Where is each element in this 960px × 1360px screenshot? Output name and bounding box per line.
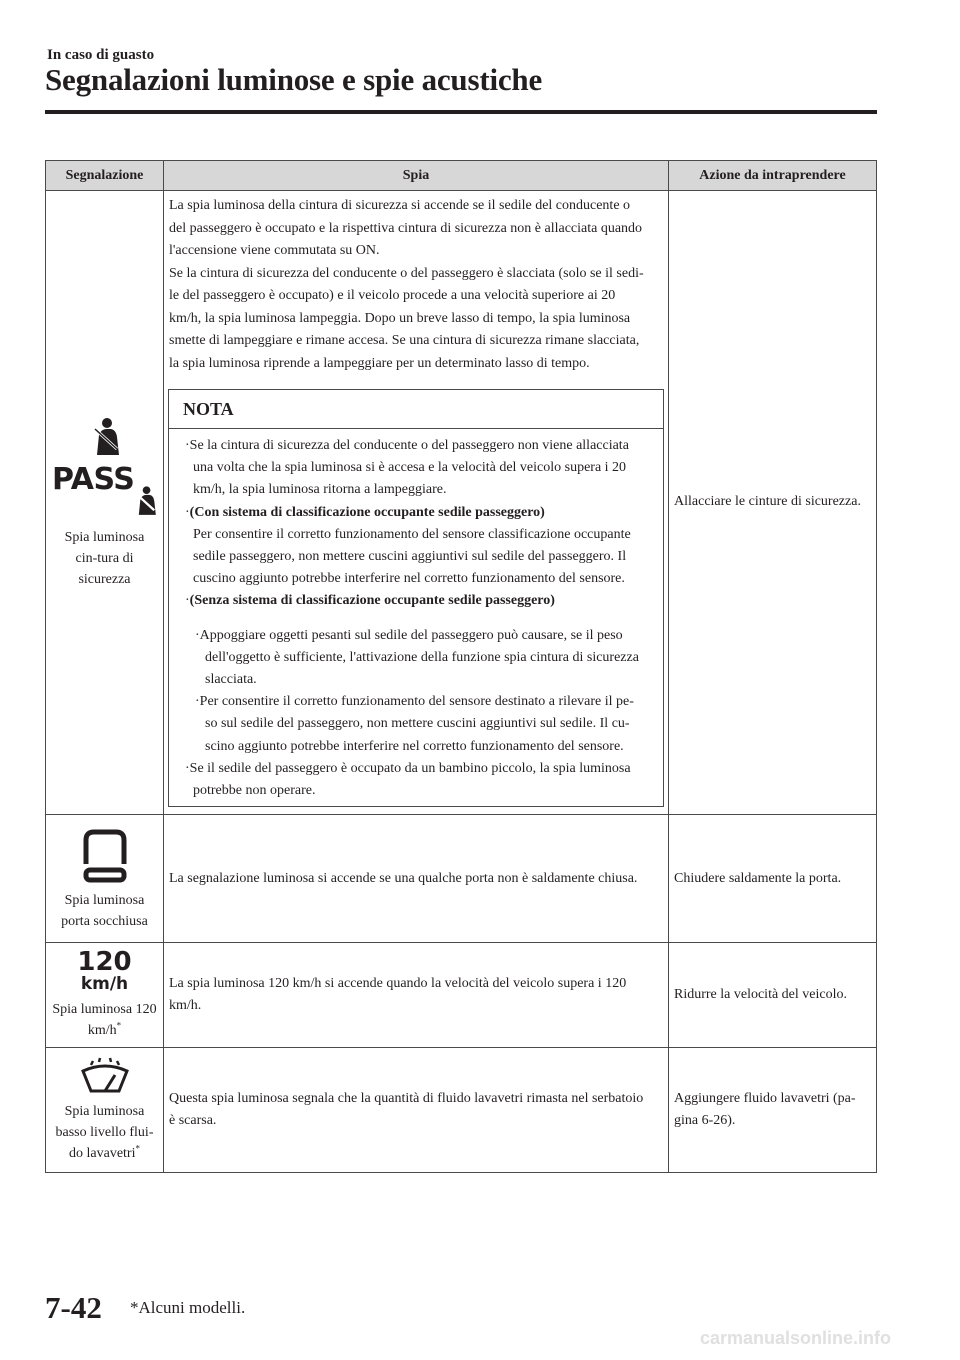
- spia-line: del passeggero è occupato e la rispettiva cintura di sicurezza non è allacciata quando: [169, 220, 643, 236]
- nota-line: potrebbe non operare.: [193, 783, 316, 799]
- nota-subbullet: ·Appoggiare oggetti pesanti sul sedile del passeggero può causare, se il peso: [195, 627, 623, 643]
- watermark: carmanualsonline.info: [700, 1328, 892, 1348]
- page-title: Segnalazioni luminose e spie acustiche: [45, 62, 543, 97]
- signal-label: Spia luminosa: [64, 1103, 145, 1119]
- door-ajar-icon: [76, 826, 134, 884]
- action-cell: Aggiungere fluido lavavetri (pa- gina 6-26).: [669, 1048, 877, 1173]
- action-cell: Ridurre la velocità del veicolo.: [669, 943, 877, 1048]
- spia-cell: [164, 191, 669, 815]
- footer-note: *Alcuni modelli.: [130, 1298, 246, 1317]
- page-number: 7-42: [45, 1290, 102, 1325]
- signal-cell: [46, 943, 164, 1048]
- pass-label: PASS: [52, 462, 135, 498]
- spia-line: le del passeggero è occupato) e il veicolo procede a una velocità superiore ai 20: [169, 288, 616, 303]
- signal-label: Spia luminosa: [64, 892, 145, 908]
- nota-body: [169, 429, 663, 806]
- nota-bullet: ·(Con sistema di classificazione occupante sedile passeggero): [185, 504, 545, 520]
- spia-cell: Questa spia luminosa segnala che la quantità di fluido lavavetri rimasta nel serbatoio è scarsa.: [164, 1048, 669, 1173]
- pass-seatbelt-icon: [128, 483, 162, 519]
- header-spia: Spia: [164, 161, 669, 191]
- header-segnalazione: Segnalazione: [46, 161, 164, 191]
- table-row: [46, 943, 877, 1048]
- spia-line: smette di lampeggiare e rimane accesa. Se una cintura di sicurezza rimane slacciata,: [169, 333, 640, 348]
- speed-120-icon: 120 km/h: [77, 947, 132, 995]
- signal-cell: [46, 1048, 164, 1173]
- signal-label: do lavavetri*: [69, 1143, 140, 1161]
- nota-line: una volta che la spia luminosa si è accesa e la velocità del veicolo supera i 20: [193, 460, 627, 476]
- warning-lights-table: [45, 160, 877, 1173]
- spia-line: La spia luminosa della cintura di sicurezza si accende se il sedile del conducente o: [169, 198, 631, 213]
- table-row: [46, 1048, 877, 1173]
- nota-box: [168, 389, 664, 807]
- action-cell: Allacciare le cinture di sicurezza.: [669, 191, 877, 815]
- signal-label: basso livello flui-: [55, 1124, 154, 1140]
- nota-title: NOTA: [169, 390, 663, 429]
- nota-line: km/h, la spia luminosa ritorna a lampeggiare.: [193, 482, 447, 498]
- table-row: [46, 815, 877, 943]
- header-azione: Azione da intraprendere: [669, 161, 877, 191]
- section-label: In caso di guasto: [47, 47, 155, 63]
- nota-line: Per consentire il corretto funzionamento del sensore classificazione occupante: [193, 526, 631, 542]
- spia-line: l'accensione viene commutata su ON.: [169, 243, 380, 258]
- signal-label: porta socchiusa: [61, 913, 148, 929]
- signal-cell: [46, 191, 164, 815]
- spia-line: Se la cintura di sicurezza del conducente o del passeggero è slacciata (solo se il sedi-: [169, 265, 644, 281]
- spia-cell: La segnalazione luminosa si accende se una qualche porta non è saldamente chiusa.: [164, 815, 669, 943]
- nota-line: dell'oggetto è sufficiente, l'attivazione della funzione spia cintura di sicurezza: [205, 649, 639, 665]
- nota-bullet: ·Se il sedile del passeggero è occupato da un bambino piccolo, la spia luminosa: [185, 760, 631, 776]
- nota-line: slacciata.: [205, 672, 257, 688]
- signal-label: Spia luminosa 120: [52, 1002, 157, 1018]
- table-row: [46, 191, 877, 815]
- table-header-row: [46, 161, 877, 191]
- nota-bullet: ·(Senza sistema di classificazione occupante sedile passeggero): [185, 593, 555, 609]
- signal-label: Spia luminosa cin-tura di sicurezza: [64, 530, 145, 588]
- spia-cell: La spia luminosa 120 km/h si accende quando la velocità del veicolo supera i 120 km/h.: [164, 943, 669, 1048]
- nota-line: sedile passeggero, non mettere cuscini aggiuntivi sul sedile del passeggero. Il: [193, 549, 627, 565]
- action-cell: Chiudere saldamente la porta.: [669, 815, 877, 943]
- nota-line: scino aggiunto potrebbe interferire nel corretto funzionamento del sensore.: [205, 738, 624, 754]
- title-rule: [45, 110, 877, 114]
- signal-label: km/h*: [87, 1020, 122, 1039]
- nota-subbullet: ·Per consentire il corretto funzionamento del sensore destinato a rilevare il pe-: [195, 694, 634, 710]
- washer-fluid-icon: [77, 1057, 133, 1095]
- spia-line: km/h, la spia luminosa lampeggia. Dopo un breve lasso di tempo, la spia luminosa: [169, 310, 631, 326]
- nota-bullet: ·Se la cintura di sicurezza del conducente o del passeggero non viene allacciata: [185, 438, 629, 453]
- spia-line: la spia luminosa riprende a lampeggiare per un determinato lasso di tempo.: [169, 355, 590, 371]
- nota-line: cuscino aggiunto potrebbe interferire nel corretto funzionamento del sensore.: [193, 571, 625, 587]
- seatbelt-icon: [83, 415, 127, 459]
- nota-line: so sul sedile del passeggero, non mettere cuscini aggiuntivi sul sedile. Il cu-: [205, 716, 630, 732]
- signal-cell: [46, 815, 164, 943]
